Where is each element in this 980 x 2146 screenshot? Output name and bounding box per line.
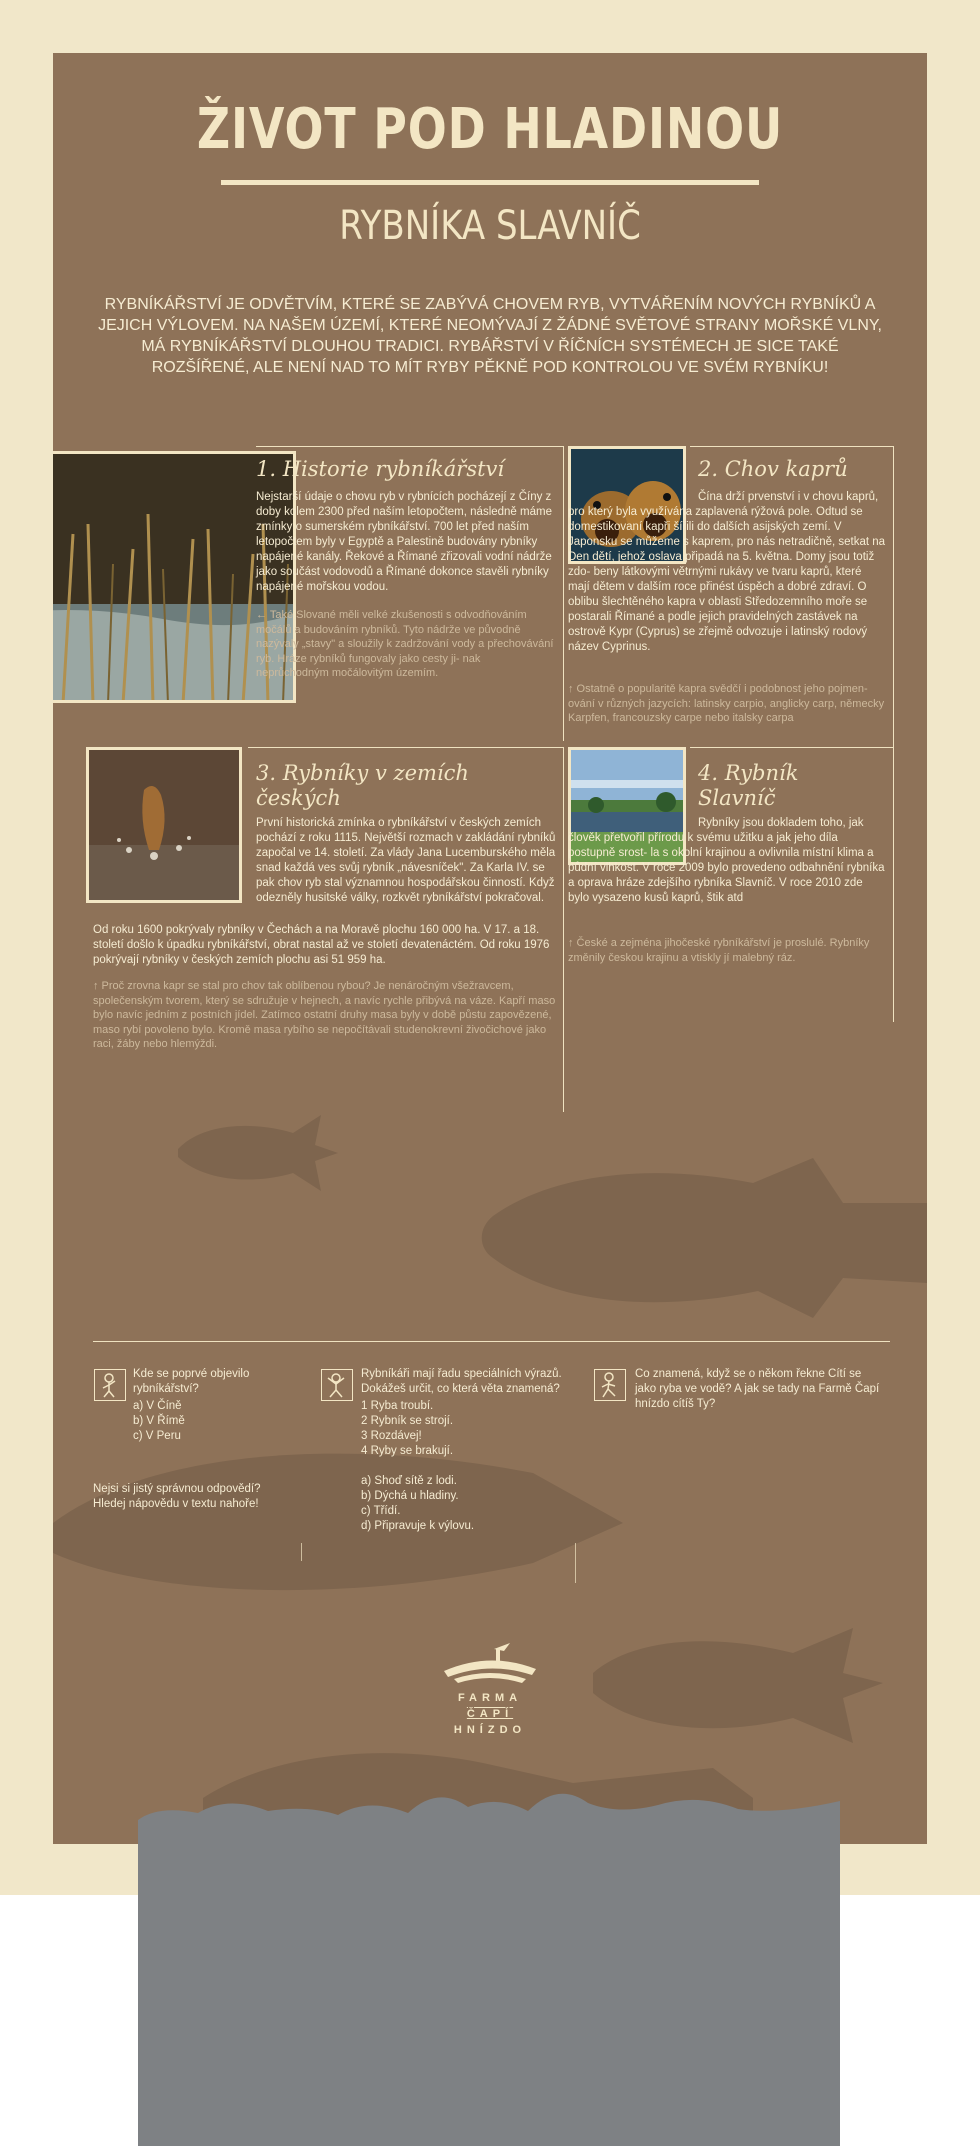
farm-logo — [434, 1641, 546, 1738]
section-3-body-2: Od roku 1600 pokrývaly rybníky v Čechách a na Moravě plochu 160 000 ha. V 17. a 18. století došlo k úpadku rybníkářství, obrat nastal až ve století devatenáctém. Od roku 1976 pokrývají rybníky v českých zemích plochu asi 51 959 ha. — [93, 924, 550, 966]
section-2-heading: 2. Chov kaprů — [698, 457, 848, 481]
section-2-body: Čína drží prvenství i v chovu kaprů, pro který byla využívána zaplavená rýžová pole. Odtud se domestikovaní kapři šířili do dalších asijských zemí. V Japonsku se můžeme s kaprem, pro nás netradičně, setkat na Den dětí, jehož oslava připadá na 5. května. Domy jsou totiž zdo- beny látkovými větrnými rukávy ve tvaru kaprů, které mají dětem v dalším roce přinést úspěch a dobré zdraví. O oblibu šlechtěného kapra v oblasti Středozemního moře se postarali Římané a podle jejich pravidelných zastávek na ostrově Kypr (Cyprus) se zřejmě odvozuje i latinský rodový název Cyprinus. — [568, 491, 886, 653]
quiz-divider-left — [301, 1543, 302, 1561]
quiz-2-icon — [321, 1369, 353, 1401]
section-3-note: ↑ Proč zrovna kapr se stal pro chov tak oblíbenou rybou? Je nenáročným všežravcem, společenským tvorem, který se sdružuje v hejnech, a navíc rychle přibývá na váze. Kapří maso bylo navíc jedním z postních jídel. Zatímco ostatní druhy masa byly v době půstu zapovězené, maso rybí povoleno bylo. Kromě masa rybího se nepočítávali studenokrevní živočichové jako raci, žáby nebo hlemýždi. — [93, 980, 556, 1050]
stand-base — [138, 1775, 840, 2146]
section-3-rule-right — [563, 747, 564, 1112]
quiz-3-icon — [594, 1369, 626, 1401]
title-rule — [221, 180, 759, 185]
quiz-2-answers: 1 Ryba troubí. 2 Rybník se strojí. 3 Rozdávej! 4 Ryby se brakují. a) Shoď sítě z lodi. b) Dýchá u hladiny. c) Třídí. d) Připravuje k výlovu. — [361, 1400, 475, 1532]
walking-person-icon — [595, 1370, 624, 1399]
logo-line-1: FARMA — [457, 1692, 523, 1704]
thinking-person-icon — [95, 1370, 124, 1399]
quiz-1-icon — [94, 1369, 126, 1401]
section-1-body: Nejstarší údaje o chovu ryb v rybnících pocházejí z Číny z doby kolem 2300 před naším letopočtem, následně máme zmínky o sumerském rybníkářství. 700 let před naším letopočtem byly v Egyptě a Palestině budovány rybníky napájené kanály. Řekové a Římané zřizovali vodní nádrže jako součást vodovodů a Římané dokonce stavěli rybníky napájené mořskou vodou. — [256, 491, 552, 593]
section-4-body: Rybníky jsou dokladem toho, jak člověk přetvořil přírodu k svému užitku a jak jeho díla postupně srost- la s okolní krajinou a ovlivnila místní klima a půdní vlhkost. V roce 2009 bylo provedeno odbahnění rybníka a oprava hráze zdejšího rybníka Slavníč. V roce 2010 zde bylo vysazeno kusů kaprů, štik atd — [568, 817, 885, 904]
section-3-rule — [248, 747, 563, 748]
fish-silhouette-right — [593, 1628, 883, 1743]
section-1-heading: 1. Historie rybníkářství — [256, 457, 505, 481]
section-3-heading: 3. Rybníky v zemích českých — [256, 761, 469, 810]
page-title: ŽIVOT POD HLADINOU — [196, 97, 784, 162]
section-4-note: ↑ České a zejména jihočeské rybníkářství je proslulé. Rybníky změnily českou krajinu a vtiskly jí malebný ráz. — [568, 937, 870, 964]
info-panel — [53, 53, 927, 1844]
fish-silhouette-large — [482, 1158, 927, 1318]
section-1-rule-right — [563, 446, 564, 741]
section-1-rule — [256, 446, 563, 447]
quiz-1-answers: a) V Číně b) V Římě c) V Peru — [133, 1400, 185, 1442]
jumping-carp-image — [89, 750, 242, 903]
quiz-divider-right — [575, 1543, 576, 1583]
jumping-carp-photo — [86, 747, 242, 903]
fish-silhouette-small — [178, 1115, 338, 1191]
stork-nest-icon — [434, 1641, 546, 1685]
logo-line-3: HNÍZDO — [453, 1724, 527, 1736]
page-subtitle: RYBNÍKA SLAVNÍČ — [339, 203, 641, 249]
intro-text: RYBNÍKÁŘSTVÍ JE ODVĚTVÍM, KTERÉ SE ZABÝVÁ CHOVEM RYB, VYTVÁŘENÍM NOVÝCH RYBNÍKŮ A JEJICH VÝLOVEM. NA NAŠEM ÚZEMÍ, KTERÉ NEOMÝVAJÍ Z ŽÁDNÉ SVĚTOVÉ STRANY MOŘSKÉ VLNY, MÁ RYBNÍKÁŘSTVÍ DLOUHOU TRADICI. RYBÁŘSTVÍ V ŘÍČNÍCH SYSTÉMECH JE SICE TAKÉ ROZŠÍŘENÉ, ALE NENÍ NAD TO MÍT RYBY PĚKNĚ POD KONTROLOU VE SVÉM RYBNÍKU! — [98, 296, 882, 376]
section-1-note: ← Také Slované měli velké zkušenosti s odvodňováním močálů a budováním rybníků. Tyto nádrže ve původně nazývaly „stavy" a sloužily k zadržování vody a přechovávání ryb. Hráze rybníků fungovaly jako cesty ji- nak neprůchodným močálovitým územím. — [256, 609, 554, 679]
cheering-person-icon — [322, 1370, 351, 1399]
quiz-hint: Nejsi si jistý správnou odpovědí? Hledej nápovědu v textu nahoře! — [93, 1483, 261, 1510]
section-2-rule-right — [893, 446, 894, 781]
section-4-rule-right — [893, 747, 894, 1022]
quiz-2-question: Rybníkáři mají řadu speciálních výrazů. Dokážeš určit, co která věta znamená? — [361, 1368, 562, 1395]
logo-line-2: ČAPÍ — [466, 1708, 514, 1720]
section-4-heading: 4. Rybník Slavníč — [698, 761, 799, 810]
section-2-note: ↑ Ostatně o popularitě kapra svědčí i podobnost jeho pojmen- ování v různých jazycích: latinsky carpio, anglicky carp, německy Karpfen, francouzsky carpe nebo italsky carpa — [568, 683, 885, 724]
section-2-rule — [690, 446, 893, 447]
quiz-3-question: Co znamená, když se o někom řekne Cítí se jako ryba ve vodě? A jak se tady na Farmě Čapí hnízdo cítíš Ty? — [635, 1368, 880, 1410]
quiz-divider — [93, 1341, 890, 1342]
quiz-1-question: Kde se poprvé objevilo rybníkářství? — [133, 1368, 250, 1395]
section-3-body: První historická zmínka o rybníkářství v českých zemích pochází z roku 1115. Největší rozmach v zakládání rybníků započal ve 14. století. Za vlády Jana Lucemburského měla snad každá ves svůj rybník „návesníček". Za Karla IV. se pak chov ryb stal významnou hospodářskou činností. Když odezněly husitské války, rozkvět rybníkářství pokračoval. — [256, 817, 556, 904]
section-4-rule — [690, 747, 893, 748]
